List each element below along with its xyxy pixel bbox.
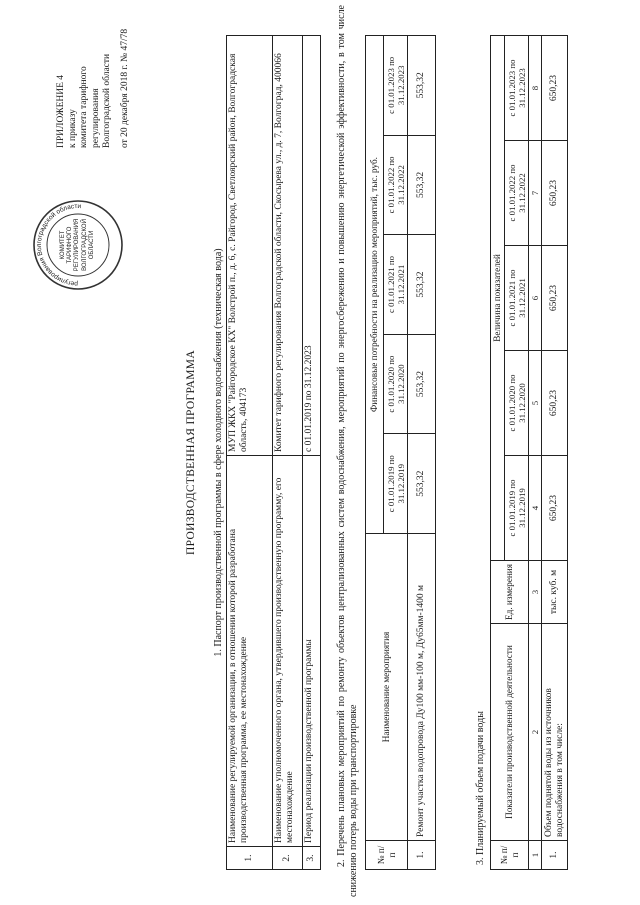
index-cell: 1 — [529, 841, 542, 870]
col-header-period: с 01.01.2019 по 31.12.2019 — [505, 456, 529, 561]
col-header-unit: Ед. измерения — [491, 561, 529, 624]
table-row — [227, 36, 273, 870]
row-label: Период реализации производственной программы — [303, 456, 321, 847]
section3-heading: 3. Планируемый объем подачи воды — [475, 711, 486, 865]
volume-table — [490, 35, 568, 870]
official-stamp — [32, 199, 124, 291]
table-header-row — [491, 36, 505, 870]
table-row — [408, 36, 436, 870]
col-header-period: с 01.01.2021 по 31.12.2021 — [384, 235, 408, 335]
index-cell: 8 — [529, 36, 542, 141]
col-header-name: Наименование мероприятия — [366, 534, 408, 841]
row-name: Ремонт участка водопровода Ду100 мм-100 м, Ду65мм-1400 м — [408, 534, 436, 841]
appendix-line: Волгоградской области — [102, 53, 112, 148]
row-value: 553,32 — [408, 334, 436, 434]
row-number: 3. — [303, 847, 321, 870]
row-unit: тыс. куб. м — [542, 561, 568, 624]
page-title: ПРОИЗВОДСТВЕННАЯ ПРОГРАММА — [185, 350, 197, 555]
passport-table — [226, 35, 321, 870]
row-number: 1. — [227, 847, 273, 870]
stamp-center-line: РЕГУЛИРОВАНИЯ — [74, 218, 81, 272]
col-header-period: с 01.01.2023 по 31.12.2023 — [384, 36, 408, 136]
row-name: Объем поднятой воды из источников водоснабжения в том числе: — [542, 624, 568, 841]
row-value: 553,32 — [408, 235, 436, 335]
row-value: 650,23 — [542, 36, 568, 141]
stamp-center — [60, 215, 96, 275]
stamp-center-line: КОМИТЕТ — [60, 230, 66, 260]
index-cell: 2 — [529, 624, 542, 841]
row-value: 553,32 — [408, 36, 436, 136]
row-value: 553,32 — [408, 135, 436, 235]
index-cell: 7 — [529, 141, 542, 246]
row-label: Наименование регулируемой организации, в отношении которой разработана производственная программа, ее местонахождение — [227, 456, 273, 847]
col-header-period: с 01.01.2022 по 31.12.2022 — [505, 141, 529, 246]
row-value: 650,23 — [542, 141, 568, 246]
col-header-period: с 01.01.2019 по 31.12.2019 — [384, 434, 408, 534]
row-number: 2. — [273, 847, 303, 870]
stamp-center-line: ОБЛАСТИ — [88, 230, 95, 260]
appendix-block — [56, 10, 131, 170]
row-label: Наименование уполномоченного органа, утвердившего производственную программу, его местонахождение — [273, 456, 303, 847]
measures-table — [365, 35, 436, 870]
stamp-center-line: ВОЛГОГРАДСКОЙ — [81, 219, 88, 271]
col-header-period: с 01.01.2021 по 31.12.2021 — [505, 246, 529, 351]
index-cell: 5 — [529, 351, 542, 456]
row-value: с 01.01.2019 по 31.12.2023 — [303, 36, 321, 456]
col-header-period: с 01.01.2020 по 31.12.2020 — [505, 351, 529, 456]
col-header-period: с 01.01.2022 по 31.12.2022 — [384, 135, 408, 235]
row-value: Комитет тарифного регулирования Волгоградской области, Скосырева ул., д. 7, Волгоград, 400066 — [273, 36, 303, 456]
table-row — [273, 36, 303, 870]
stamp-center-line: ТАРИФНОГО — [67, 226, 74, 264]
table-index-row — [529, 36, 542, 870]
row-value: 553,32 — [408, 434, 436, 534]
appendix-line: от 20 декабря 2018 г. № 47/78 — [119, 28, 130, 148]
col-header-group: Финансовые потребности на реализацию мероприятий, тыс. руб. — [366, 36, 384, 534]
appendix-line: ПРИЛОЖЕНИЕ 4 — [56, 74, 66, 148]
index-cell: 6 — [529, 246, 542, 351]
index-cell: 4 — [529, 456, 542, 561]
col-header-name: Показатели производственной деятельности — [491, 624, 529, 841]
row-value: МУП ЖКХ "Райгородское КХ" Волстрой п., д. 6, с. Райгород, Светлоярский район, Волгоградская область, 404173 — [227, 36, 273, 456]
table-header-row — [366, 36, 384, 870]
row-number: 1. — [542, 841, 568, 870]
col-header-group: Величина показателей — [491, 36, 505, 561]
row-value: 650,23 — [542, 351, 568, 456]
index-cell: 3 — [529, 561, 542, 624]
appendix-line: к приказу — [67, 109, 78, 148]
stamp-ring-text: регулирования Волгоградской области — [35, 202, 82, 288]
row-number: 1. — [408, 841, 436, 870]
section1-heading: 1. Паспорт производственной программы в сфере холодного водоснабжения (техническая вода) — [213, 248, 224, 657]
table-row — [542, 36, 568, 870]
row-value: 650,23 — [542, 246, 568, 351]
table-row — [303, 36, 321, 870]
col-header-num: № п/п — [366, 841, 408, 870]
col-header-period: с 01.01.2023 по 31.12.2023 — [505, 36, 529, 141]
row-value: 650,23 — [542, 456, 568, 561]
col-header-period: с 01.01.2020 по 31.12.2020 — [384, 334, 408, 434]
col-header-num: № п/п — [491, 841, 529, 870]
section2-heading: 2. Перечень плановых мероприятий по ремонту объектов централизованных систем водоснабжения, мероприятий по энергосбережению и повышению энергетической эффективности, в том числе снижению потерь воды при транспортировке — [336, 5, 359, 897]
appendix-line: комитета тарифного регулирования — [79, 66, 101, 148]
